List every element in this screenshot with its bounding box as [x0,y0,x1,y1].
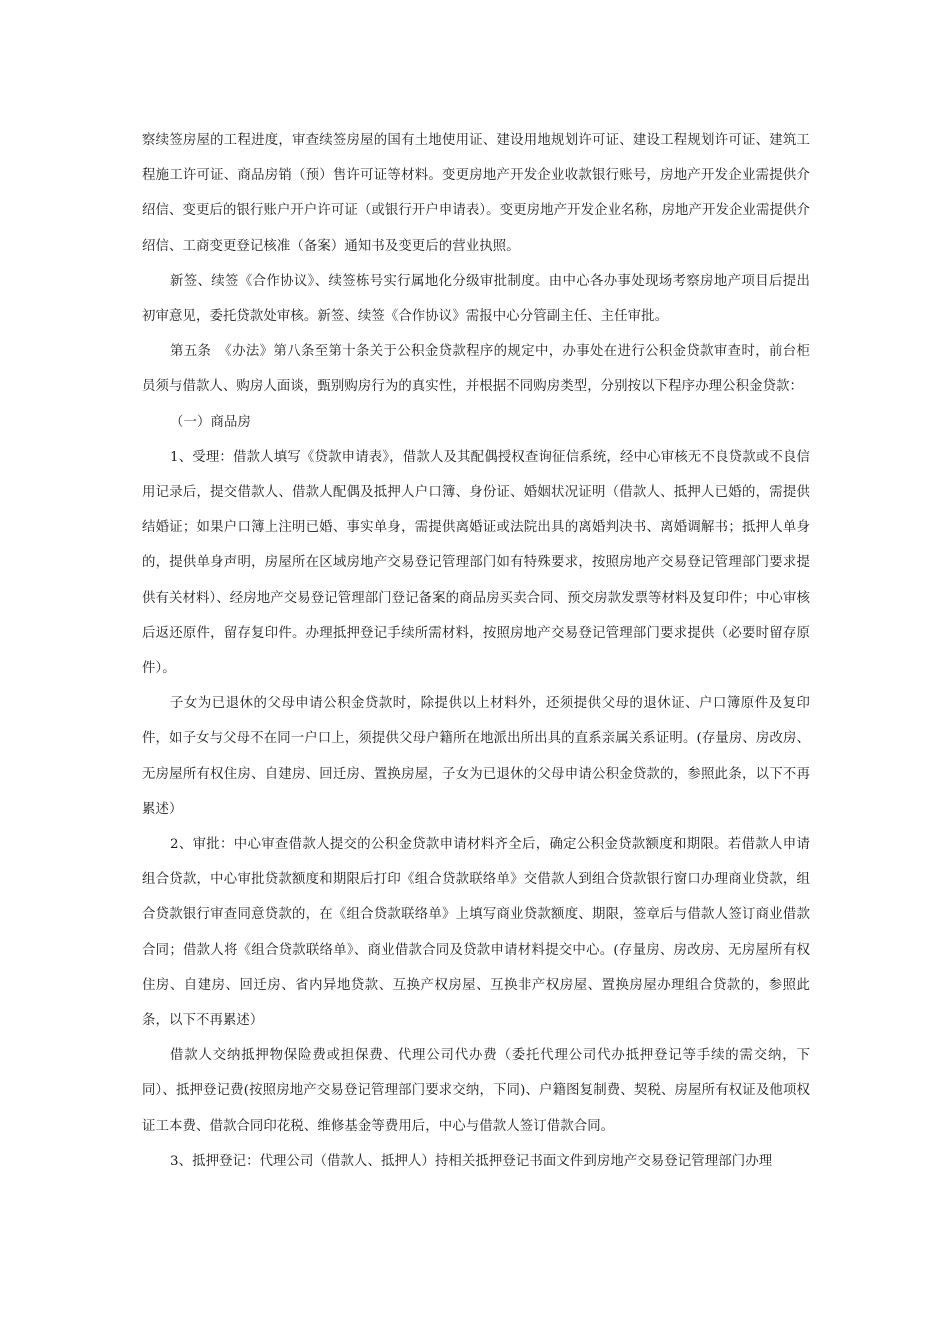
paragraph-mortgage-registration: 3、抵押登记：代理公司（借款人、抵押人）持相关抵押登记书面文件到房地产交易登记管理部门办理 [170,1153,773,1169]
document-page [142,123,810,1179]
paragraph-article-five: 第五条 《办法》第八条至第十条关于公积金贷款程序的规定中，办事处在进行公积金贷款审查时，前台柜员须与借款人、购房人面谈，甄别购房行为的真实性，并根据不同购房类型，分别按以下程序办理公积金贷款： [142,344,810,395]
paragraph-acceptance: 1、受理：借款人填写《贷款申请表》，借款人及其配偶授权查询征信系统，经中心审核无不良贷款或不良信用记录后，提交借款人、借款人配偶及抵押人户口簿、身份证、婚姻状况证明（借款人、抵押人已婚的，需提供结婚证；如果户口簿上注明已婚、事实单身，需提供离婚证或法院出具的离婚判决书、离婚调解书；抵押人单身的，提供单身声明，房屋所在区域房地产交易登记管理部门如有特殊要求，按照房地产交易登记管理部门要求提供有关材料）、经房地产交易登记管理部门登记备案的商品房买卖合同、预交房款发票等材料及复印件；中心审核后返还原件，留存复印件。办理抵押登记手续所需材料，按照房地产交易登记管理部门要求提供（必要时留存原件）。 [142,449,810,677]
paragraph-fees: 借款人交纳抵押物保险费或担保费、代理公司代办费（委托代理公司代办抵押登记等手续的需交纳，下同）、抵押登记费(按照房地产交易登记管理部门要求交纳，下同)、户籍图复制费、契税、房屋所有权证及他项权证工本费、借款合同印花税、维修基金等费用后，中心与借款人签订借款合同。 [142,1048,810,1134]
paragraph-continuation: 察续签房屋的工程进度，审查续签房屋的国有土地使用证、建设用地规划许可证、建设工程规划许可证、建筑工程施工许可证、商品房销（预）售许可证等材料。变更房地产开发企业收款银行账号，房地产开发企业需提供介绍信、变更后的银行账户开户许可证（或银行开户申请表）。变更房地产开发企业名称，房地产开发企业需提供介绍信、工商变更登记核准（备案）通知书及变更后的营业执照。 [142,133,810,254]
paragraph-approval: 2、审批：中心审查借款人提交的公积金贷款申请材料齐全后，确定公积金贷款额度和期限。若借款人申请组合贷款，中心审批贷款额度和期限后打印《组合贷款联络单》交借款人到组合贷款银行窗口办理商业贷款，组合贷款银行审查同意贷款的，在《组合贷款联络单》上填写商业贷款额度、期限，签章后与借款人签订商业借款合同；借款人将《组合贷款联络单》、商业借款合同及贷款申请材料提交中心。(存量房、房改房、无房屋所有权住房、自建房、回迁房、省内异地贷款、互换产权房屋、互换非产权房屋、置换房屋办理组合贷款的，参照此条，以下不再累述） [142,837,810,1029]
paragraph-retired-parents: 子女为已退休的父母申请公积金贷款时，除提供以上材料外，还须提供父母的退休证、户口簿原件及复印件，如子女与父母不在同一户口上，须提供父母户籍所在地派出所出具的直系亲属关系证明。(存量房、房改房、无房屋所有权住房、自建房、回迁房、置换房屋，子女为已退休的父母申请公积金贷款的，参照此条，以下不再累述） [142,696,810,817]
section-heading-commercial-housing: （一）商品房 [170,414,251,430]
paragraph-cooperation-agreement: 新签、续签《合作协议》、续签栋号实行属地化分级审批制度。由中心各办事处现场考察房地产项目后提出初审意见，委托贷款处审核。新签、续签《合作协议》需报中心分管副主任、主任审批。 [142,273,810,325]
